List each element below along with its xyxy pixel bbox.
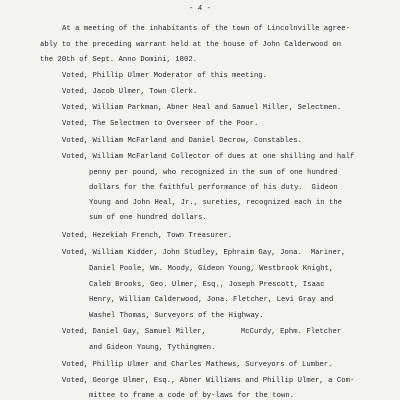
text-line: Daniel Poole, Wm. Moody, Gideon Young, Westbrook Knight,: [89, 265, 334, 273]
text-line: mittee to frame a code of by-laws for the town.: [89, 392, 295, 400]
text-line: Voted, George Ulmer, Esq., Abner Williams and Phillip Ulmer, a Com-: [62, 377, 355, 385]
text-line: Voted, Jacob Ulmer, Town Clerk.: [62, 88, 198, 96]
page-number: - 4 -: [188, 5, 212, 13]
text-line: At a meeting of the inhabitants of the town of Lincolnville agree-: [62, 25, 350, 33]
text-line: Washel Thomas, Surveyors of the Highway.: [89, 312, 264, 320]
text-line: Voted, William Kidder, John Studley, Ephraim Gay, Jona. Mariner,: [62, 249, 346, 257]
text-line: Caleb Brooks, Geo. Ulmer, Esq., Joseph Prescott, Isaac: [89, 281, 325, 289]
text-line: the 20th of Sept. Anno Domini, 1802.: [40, 56, 198, 64]
text-line: Voted, The Selectmen to Overseer of the Poor.: [62, 120, 259, 128]
text-line: Voted, Daniel Gay, Samuel Miller, McCurdy, Ephm. Fletcher: [62, 328, 342, 336]
text-line: Henry, William Calderwood, Jona. Fletcher, Levi Gray and: [89, 296, 334, 304]
text-line: Voted, William McFarland and Daniel Decrow, Constables.: [62, 137, 302, 145]
text-line: Voted, William McFarland Collector of dues at one shilling and half: [62, 153, 355, 161]
text-line: Voted, Phillip Ulmer and Charles Mathews, Surveyors of Lumber.: [62, 361, 333, 369]
text-line: penny per pound, who recognized in the sum of one hundred: [89, 169, 338, 177]
text-line: ably to the preceding warrant held at the house of John Calderwood on: [40, 41, 342, 49]
text-line: Voted, William Parkman, Abner Heal and Samuel Miller, Selectmen.: [62, 104, 342, 112]
text-line: Young and John Heal, Jr., sureties, recognized each in the: [89, 199, 343, 207]
text-line: sum of one hundred dollars.: [89, 214, 207, 222]
text-line: and Gideon Young, Tythingmen.: [89, 344, 216, 352]
text-line: Voted, Phillip Ulmer Moderator of this meeting.: [62, 72, 268, 80]
text-line: Voted, Hezekiah French, Town Treasurer.: [62, 232, 233, 240]
text-line: dollars for the faithful performance of his duty. Gideon: [89, 184, 338, 192]
